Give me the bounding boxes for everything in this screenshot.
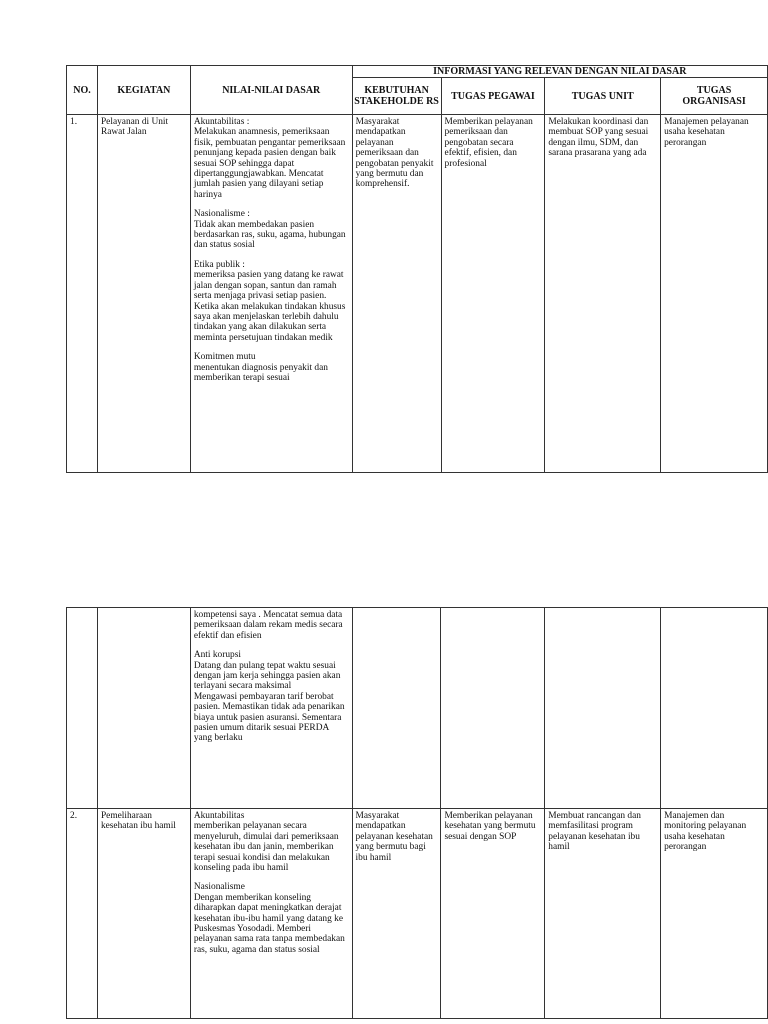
nilai-dasar-cell bbox=[190, 115, 352, 473]
main-table-page2 bbox=[66, 607, 768, 1019]
nilai-paragraph: Etika publik : memeriksa pasien yang datang ke rawat jalan dengan sopan, santun dan ramah serta menjaga privasi setiap pasien. Ketika akan melakukan tindakan khusus saya akan menjelaskan terlebih dahulu tindakan yang akan dilakukan serta meminta persetujuan tindakan medik bbox=[193, 259, 346, 343]
header-tugas-organisasi: TUGAS ORGANISASI bbox=[661, 78, 768, 115]
tugas-organisasi-cell bbox=[661, 608, 768, 809]
tugas-organisasi-cell: Manajemen pelayanan usaha kesehatan perorangan bbox=[661, 115, 768, 473]
kebutuhan-cell bbox=[352, 608, 441, 809]
tugas-pegawai-cell bbox=[441, 608, 545, 809]
header-kegiatan: KEGIATAN bbox=[97, 66, 190, 115]
row-number: 1. bbox=[67, 115, 98, 473]
tugas-pegawai-cell: Memberikan pelayanan pemeriksaan dan pengobatan secara efektif, efisien, dan profesional bbox=[441, 115, 545, 473]
header-informasi: INFORMASI YANG RELEVAN DENGAN NILAI DASAR bbox=[352, 66, 767, 78]
kegiatan-cell: Pelayanan di Unit Rawat Jalan bbox=[97, 115, 190, 473]
tugas-unit-cell: Membuat rancangan dan memfasilitasi program pelayanan kesehatan ibu hamil bbox=[545, 809, 661, 1019]
header-tugas-pegawai: TUGAS PEGAWAI bbox=[441, 78, 545, 115]
kebutuhan-cell: Masyarakat mendapatkan pelayanan pemeriksaan dan pengobatan penyakit yang bermutu dan komprehensif. bbox=[352, 115, 441, 473]
main-table-page1 bbox=[66, 65, 768, 473]
kegiatan-cell bbox=[97, 608, 190, 809]
header-no: NO. bbox=[67, 66, 98, 115]
table-row bbox=[67, 115, 768, 473]
nilai-paragraph: Komitmen mutu menentukan diagnosis penyakit dan memberikan terapi sesuai bbox=[193, 352, 328, 383]
nilai-paragraph: Nasionalisme : Tidak akan membedakan pasien berdasarkan ras, suku, agama, hubungan dan status sosial bbox=[193, 209, 346, 251]
table-row bbox=[67, 809, 768, 1019]
header-kebutuhan-stakeholders: KEBUTUHAN STAKEHOLDE RS bbox=[352, 78, 441, 115]
tugas-unit-cell bbox=[545, 608, 661, 809]
nilai-dasar-cell bbox=[190, 809, 352, 1019]
nilai-paragraph: Akuntabilitas memberikan pelayanan secara menyeluruh, dimulai dari pemeriksaan kesehatan ibu dan janin, memberikan terapi sesuai kondisi dan melakukan konseling pada ibu hamil bbox=[193, 811, 339, 874]
nilai-dasar-cell bbox=[190, 608, 352, 809]
nilai-paragraph: kompetensi saya . Mencatat semua data pemeriksaan dalam rekam medis secara efektif dan efisien bbox=[193, 610, 343, 641]
tugas-unit-cell: Melakukan koordinasi dan membuat SOP yang sesuai dengan ilmu, SDM, dan sarana prasarana yang ada bbox=[545, 115, 661, 473]
kegiatan-cell: Pemeliharaan kesehatan ibu hamil bbox=[97, 809, 190, 1019]
nilai-paragraph: Anti korupsi Datang dan pulang tepat waktu sesuai dengan jam kerja sehingga pasien akan terlayani secara maksimal Mengawasi pembayaran tarif berobat pasien. Memastikan tidak ada penarikan biaya untuk pasien asuransi. Sementara pasien umum ditarik sesuai PERDA yang berlaku bbox=[193, 650, 345, 744]
table-row bbox=[67, 608, 768, 809]
nilai-paragraph: Akuntabilitas : Melakukan anamnesis, pemeriksaan fisik, pembuatan pengantar pemeriksaan penunjang kepada pasien dengan baik sesuai SOP sehingga dapat dipertanggungjawabkan. Mencatat jumlah pasien yang dilayani setiap harinya bbox=[193, 117, 346, 200]
row-number bbox=[67, 608, 98, 809]
kebutuhan-cell: Masyarakat mendapatkan pelayanan kesehatan yang bermutu bagi ibu hamil bbox=[352, 809, 441, 1019]
tugas-pegawai-cell: Memberikan pelayanan kesehatan yang bermutu sesuai dengan SOP bbox=[441, 809, 545, 1019]
header-nilai-dasar: NILAI-NILAI DASAR bbox=[190, 66, 352, 115]
row-number: 2. bbox=[67, 809, 98, 1019]
tugas-organisasi-cell: Manajemen dan monitoring pelayanan usaha kesehatan perorangan bbox=[661, 809, 768, 1019]
header-tugas-unit: TUGAS UNIT bbox=[545, 78, 661, 115]
nilai-paragraph: Nasionalisme Dengan memberikan konseling diharapkan dapat meningkatkan derajat kesehatan ibu-ibu hamil yang datang ke Puskesmas Yosodadi. Memberi pelayanan sama rata tanpa membedakan ras, suku, agama dan status sosial bbox=[193, 882, 345, 955]
